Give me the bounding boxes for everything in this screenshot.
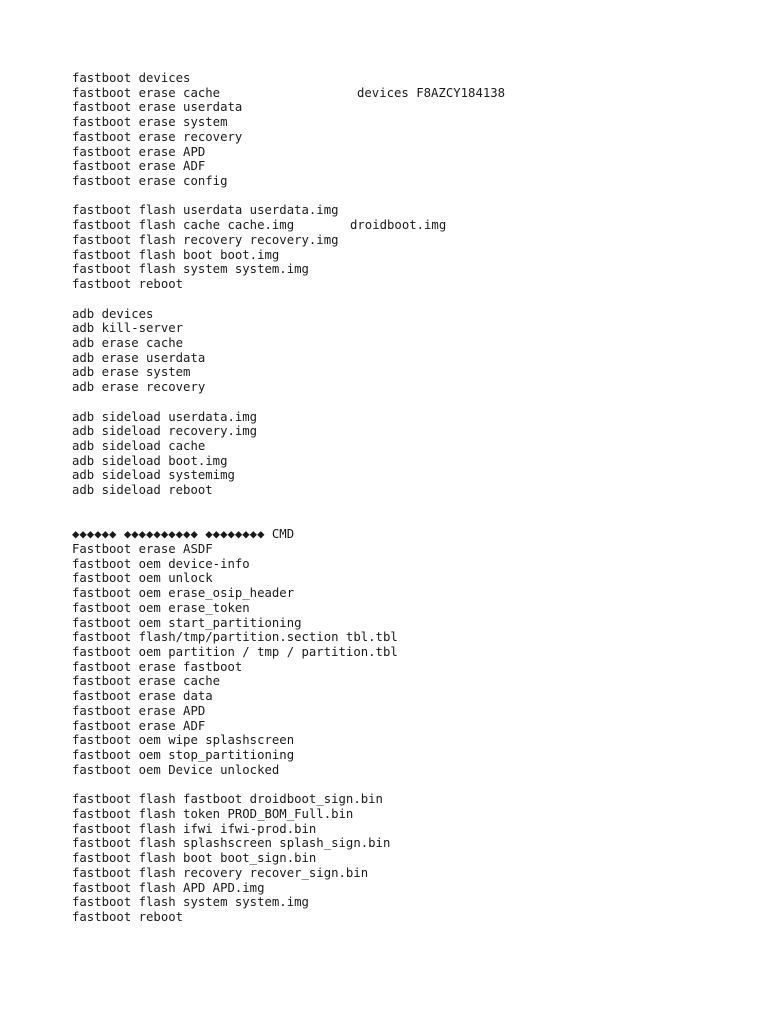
command-line: Fastboot erase ASDF [72,542,213,556]
command-line: fastboot oem stop_partitioning [72,748,295,763]
fastboot-flash-section [72,203,692,291]
command-line: fastboot oem erase_osip_header [72,586,295,601]
command-line: fastboot oem wipe splashscreen [72,733,295,748]
command-line: fastboot flash recovery recovery.img [72,232,339,247]
command-notes [72,71,692,925]
command-line: fastboot flash system system.img [72,895,309,910]
command-line: fastboot erase cache devices F8AZCY184138 [72,85,506,100]
final-flash-section [72,792,692,924]
command-line: fastboot oem Device unlocked [72,762,280,777]
command-line: adb kill-server [72,321,184,336]
fastboot-erase-section [72,71,692,189]
command-line: fastboot flash APD APD.img [72,880,265,895]
command-line: fastboot erase ADF [72,718,206,733]
command-line: fastboot oem device-info [72,556,250,571]
command-line: fastboot erase userdata [72,100,243,115]
cmd-heading: ◆◆◆◆◆◆ ◆◆◆◆◆◆◆◆◆◆ ◆◆◆◆◆◆◆◆ CMD [72,527,295,542]
command-line: fastboot oem start_partitioning [72,615,302,630]
command-line: fastboot erase APD [72,144,206,159]
spacer [72,778,692,793]
spacer [72,498,692,527]
command-line: fastboot flash fastboot droidboot_sign.bin [72,792,383,807]
command-line: fastboot flash token PROD_BOM_Full.bin [72,806,354,821]
cmd-section [72,527,692,777]
adb-sideload-section [72,410,692,498]
command-line: fastboot devices [72,71,191,85]
command-line: adb erase cache [72,335,184,350]
command-line: fastboot erase data [72,689,213,704]
command-line: fastboot erase recovery [72,129,243,144]
command-line: fastboot erase ADF [72,159,206,174]
droidboot-note: droidboot.img [350,218,447,233]
command-line: adb erase recovery [72,380,206,395]
command-line: adb sideload systemimg [72,468,235,483]
command-line: adb sideload recovery.img [72,424,258,439]
command-line: fastboot flash splashscreen splash_sign.bin [72,836,391,851]
command-line: adb sideload cache [72,438,206,453]
command-line: adb sideload userdata.img [72,409,258,424]
command-line: fastboot flash boot boot_sign.bin [72,851,317,866]
command-line: adb sideload boot.img [72,453,228,468]
command-line: fastboot flash boot boot.img [72,247,280,262]
command-line: adb sideload reboot [72,483,213,498]
command-line: adb devices [72,306,154,321]
spacer [72,292,692,307]
command-line: fastboot reboot [72,277,184,292]
command-line: fastboot erase fastboot [72,659,243,674]
command-line: fastboot oem partition / tmp / partition.tbl [72,645,398,660]
command-line: fastboot flash/tmp/partition.section tbl.tbl [72,630,398,645]
adb-erase-section [72,307,692,395]
command-line: adb erase userdata [72,350,206,365]
command-line: fastboot flash userdata userdata.img [72,203,339,218]
spacer [72,189,692,204]
device-serial-note: devices F8AZCY184138 [357,85,506,100]
spacer [72,395,692,410]
command-line: fastboot oem erase_token [72,600,250,615]
command-line: fastboot flash recovery recover_sign.bin [72,865,369,880]
command-line: fastboot erase cache [72,674,221,689]
command-line: fastboot erase APD [72,703,206,718]
command-line: adb erase system [72,365,191,380]
command-line: fastboot flash ifwi ifwi-prod.bin [72,821,317,836]
command-line: fastboot flash system system.img [72,262,309,277]
command-line: fastboot erase config [72,174,228,189]
command-line: fastboot flash cache cache.img droidboot.img [72,218,447,233]
command-line: fastboot reboot [72,909,184,924]
command-line: fastboot erase system [72,115,228,130]
command-line: fastboot oem unlock [72,571,213,586]
